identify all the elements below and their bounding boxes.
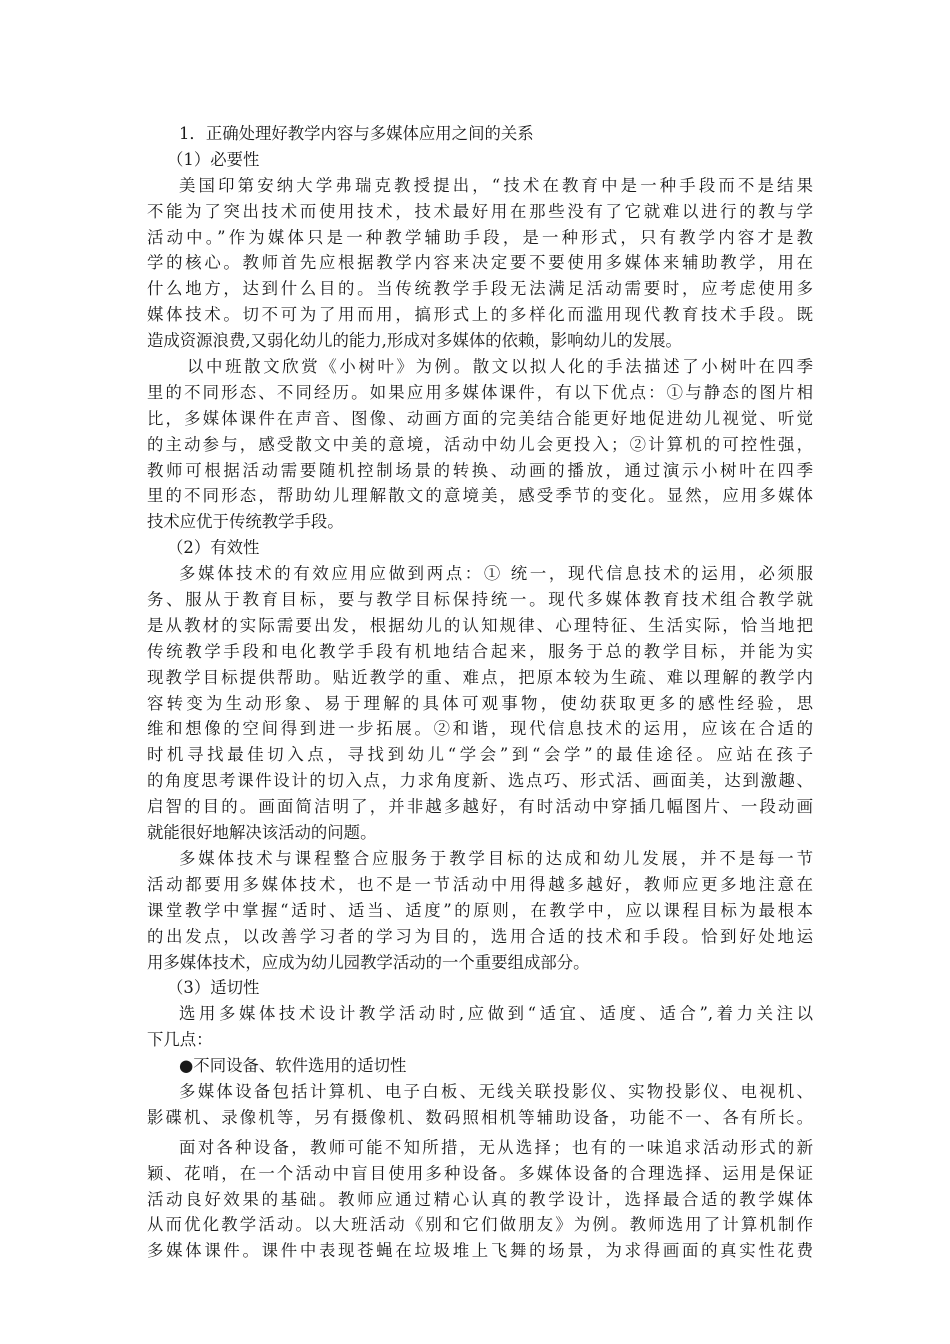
paragraph-line: 造成资源浪费,又弱化幼儿的能力,形成对多媒体的依赖，影响幼儿的发展。 [147,331,682,351]
document-page [147,121,813,1264]
paragraph-line: 是从教材的实际需要出发，根据幼儿的认知规律、心理特征、生活实际，恰当地把 [147,615,813,635]
paragraph-line: 影碟机、录像机等，另有摄像机、数码照相机等辅助设备，功能不一、各有所长。 [147,1107,813,1127]
paragraph-line: 里的不同形态，帮助幼儿理解散文的意境美，感受季节的变化。显然，应用多媒体 [147,486,813,506]
paragraph-line: 颖、花哨，在一个活动中盲目使用多种设备。多媒体设备的合理选择、运用是保证 [147,1163,813,1183]
paragraph-line: 以中班散文欣赏《小树叶》为例。散文以拟人化的手法描述了小树叶在四季 [187,357,813,377]
paragraph-line: 媒体技术。切不可为了用而用，搞形式上的多样化而滥用现代教育技术手段。既 [147,305,813,325]
subsection-heading: （3）适切性 [167,978,260,998]
paragraph-line: 就能很好地解决该活动的问题。 [147,823,377,843]
paragraph-line: 里的不同形态、不同经历。如果应用多媒体课件，有以下优点：①与静态的图片相 [147,382,813,402]
paragraph-line: 技术应优于传统教学手段。 [147,512,344,532]
paragraph-line: 教师可根据活动需要随机控制场景的转换、动画的播放，通过演示小树叶在四季 [147,460,813,480]
paragraph-line: 选用多媒体技术设计教学活动时,应做到“适宜、适度、适合”,着力关注以 [179,1004,813,1024]
paragraph-line: 从而优化教学活动。以大班活动《别和它们做朋友》为例。教师选用了计算机制作 [147,1215,813,1235]
paragraph-line: 现教学目标提供帮助。贴近教学的重、难点，把原本较为生疏、难以理解的教学内 [147,667,813,687]
paragraph-line: 启智的目的。画面简洁明了，并非越多越好，有时活动中穿插几幅图片、一段动画 [147,797,813,817]
paragraph-line: 用多媒体技术，应成为幼儿园教学活动的一个重要组成部分。 [147,952,590,972]
paragraph-line: 活动良好效果的基础。教师应通过精心认真的教学设计，选择最合适的教学媒体 [147,1189,813,1209]
paragraph-line: 学的核心。教师首先应根据教学内容来决定要不要使用多媒体来辅助教学，用在 [147,253,813,273]
paragraph-line: 下几点： [147,1030,213,1050]
paragraph-line: 时机寻找最佳切入点，寻找到幼儿“学会”到“会学”的最佳途径。应站在孩子 [147,745,813,765]
paragraph-line: 活动都要用多媒体技术，也不是一节活动中用得越多越好，教师应更多地注意在 [147,874,813,894]
paragraph-line: 的主动参与，感受散文中美的意境，活动中幼儿会更投入；②计算机的可控性强， [147,434,813,454]
paragraph-line: 比，多媒体课件在声音、图像、动画方面的完美结合能更好地促进幼儿视觉、听觉 [147,408,813,428]
paragraph-line: 多媒体设备包括计算机、电子白板、无线关联投影仪、实物投影仪、电视机、 [179,1081,813,1101]
paragraph-line: 面对各种设备，教师可能不知所措，无从选择；也有的一味追求活动形式的新 [179,1137,813,1157]
paragraph-line: 多媒体课件。课件中表现苍蝇在垃圾堆上飞舞的场景，为求得画面的真实性花费 [147,1241,813,1261]
paragraph-line: 的角度思考课件设计的切入点，力求角度新、选点巧、形式活、画面美，达到激趣、 [147,771,813,791]
paragraph-line: 的出发点，以改善学习者的学习为目的，选用合适的技术和手段。恰到好处地运 [147,926,813,946]
section-heading: 1．正确处理好教学内容与多媒体应用之间的关系 [179,124,534,143]
subsection-heading: （2）有效性 [167,538,260,558]
paragraph-line: 不能为了突出技术而使用技术，技术最好用在那些没有了它就难以进行的教与学 [147,201,813,221]
paragraph-line: 什么地方，达到什么目的。当传统教学手段无法满足活动需要时，应考虑使用多 [147,279,813,299]
paragraph-line: 容转变为生动形象、易于理解的具体可观事物，使幼获取更多的感性经验，思 [147,693,813,713]
paragraph-line: 课堂教学中掌握“适时、适当、适度”的原则，在教学中，应以课程目标为最根本 [147,900,813,920]
subsection-heading: （1）必要性 [167,149,260,169]
paragraph-line: 美国印第安纳大学弗瑞克教授提出，“技术在教育中是一种手段而不是结果 [179,175,813,195]
bullet-heading: ●不同设备、软件选用的适切性 [179,1056,407,1076]
paragraph-line: 务、服从于教育目标，要与教学目标保持统一。现代多媒体教育技术组合教学就 [147,590,813,610]
paragraph-line: 多媒体技术的有效应用应做到两点：① 统一，现代信息技术的运用，必须服 [179,564,813,584]
paragraph-line: 传统教学手段和电化教学手段有机地结合起来，服务于总的教学目标，并能为实 [147,641,813,661]
paragraph-line: 活动中。”作为媒体只是一种教学辅助手段，是一种形式，只有教学内容才是教 [147,227,813,247]
paragraph-line: 多媒体技术与课程整合应服务于教学目标的达成和幼儿发展，并不是每一节 [179,848,813,868]
paragraph-line: 维和想像的空间得到进一步拓展。②和谐，现代信息技术的运用，应该在合适的 [147,719,813,739]
